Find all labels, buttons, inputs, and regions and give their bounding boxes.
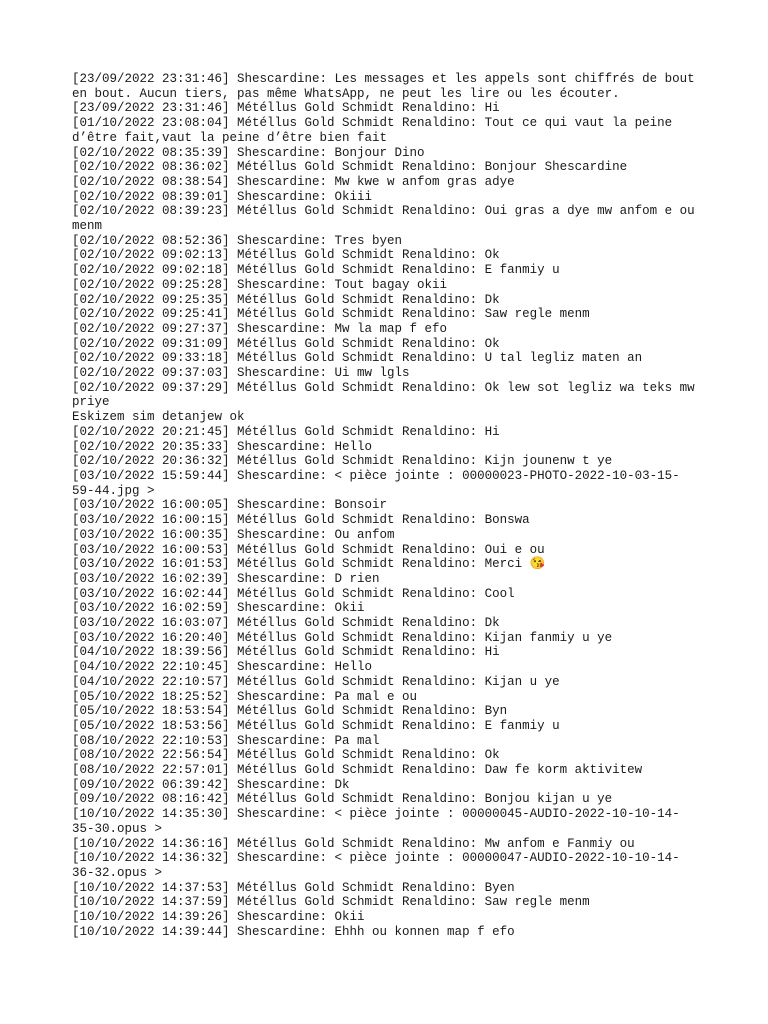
transcript-line: [04/10/2022 18:39:56] Météllus Gold Schmidt Renaldino: Hi [72,645,500,660]
transcript-line: menm [72,219,103,234]
transcript-line: [09/10/2022 06:39:42] Shescardine: Dk [72,777,350,792]
transcript-line: [10/10/2022 14:37:53] Météllus Gold Schmidt Renaldino: Byen [72,880,515,895]
transcript-line: [03/10/2022 16:00:35] Shescardine: Ou anfom [72,527,395,542]
transcript-line: Eskizem sim detanjew ok [72,410,245,425]
transcript-line: [03/10/2022 15:59:44] Shescardine: < pièce jointe : 00000023-PHOTO-2022-10-03-15- [72,468,680,483]
transcript-line: [09/10/2022 08:16:42] Météllus Gold Schmidt Renaldino: Bonjou kijan u ye [72,792,613,807]
transcript-line: [03/10/2022 16:00:15] Météllus Gold Schmidt Renaldino: Bonswa [72,513,530,528]
transcript-line: [10/10/2022 14:35:30] Shescardine: < pièce jointe : 00000045-AUDIO-2022-10-10-14- [72,807,680,822]
transcript-line: [05/10/2022 18:25:52] Shescardine: Pa mal e ou [72,689,418,704]
transcript-line: [02/10/2022 08:39:01] Shescardine: Okiii [72,189,373,204]
transcript-line: [02/10/2022 08:52:36] Shescardine: Tres byen [72,233,403,248]
transcript-line: [10/10/2022 14:36:16] Météllus Gold Schmidt Renaldino: Mw anfom e Fanmiy ou [72,836,635,851]
transcript-line: [02/10/2022 09:02:18] Météllus Gold Schmidt Renaldino: E fanmiy u [72,263,560,278]
transcript-line: [08/10/2022 22:57:01] Météllus Gold Schmidt Renaldino: Daw fe korm aktivitew [72,763,643,778]
transcript-line: [02/10/2022 09:33:18] Météllus Gold Schmidt Renaldino: U tal legliz maten an [72,351,643,366]
transcript-line: [03/10/2022 16:01:53] Météllus Gold Schmidt Renaldino: Merci 😘 [72,557,546,572]
transcript-line: [10/10/2022 14:37:59] Météllus Gold Schmidt Renaldino: Saw regle menm [72,895,590,910]
transcript-line: [03/10/2022 16:03:07] Météllus Gold Schmidt Renaldino: Dk [72,616,500,631]
transcript-line: [08/10/2022 22:56:54] Météllus Gold Schmidt Renaldino: Ok [72,748,500,763]
transcript-line: [04/10/2022 22:10:45] Shescardine: Hello [72,660,373,675]
transcript-line: [03/10/2022 16:20:40] Météllus Gold Schmidt Renaldino: Kijan fanmiy u ye [72,630,613,645]
transcript-line: [02/10/2022 09:27:37] Shescardine: Mw la map f efo [72,321,448,336]
transcript-line: [03/10/2022 16:02:39] Shescardine: D rien [72,571,380,586]
transcript-line: priye [72,395,110,410]
transcript-line: [23/09/2022 23:31:46] Météllus Gold Schmidt Renaldino: Hi [72,101,500,116]
transcript-line: [23/09/2022 23:31:46] Shescardine: Les messages et les appels sont chiffrés de bout [72,72,695,86]
transcript-line: [01/10/2022 23:08:04] Météllus Gold Schmidt Renaldino: Tout ce qui vaut la peine [72,116,673,131]
transcript-line: [02/10/2022 08:39:23] Météllus Gold Schmidt Renaldino: Oui gras a dye mw anfom e ou [72,204,695,219]
transcript-line: [02/10/2022 09:25:28] Shescardine: Tout bagay okii [72,277,448,292]
transcript-line: [10/10/2022 14:39:26] Shescardine: Okii [72,910,365,925]
transcript-line: 59-44.jpg > [72,483,155,498]
chat-transcript [72,72,702,939]
transcript-line: [10/10/2022 14:36:32] Shescardine: < pièce jointe : 00000047-AUDIO-2022-10-10-14- [72,851,680,866]
transcript-line: [10/10/2022 14:39:44] Shescardine: Ehhh ou konnen map f efo [72,924,515,939]
transcript-line: [03/10/2022 16:00:05] Shescardine: Bonsoir [72,498,388,513]
transcript-line: [02/10/2022 09:37:03] Shescardine: Ui mw lgls [72,366,410,381]
transcript-line: [02/10/2022 09:02:13] Météllus Gold Schmidt Renaldino: Ok [72,248,500,263]
transcript-line: [02/10/2022 09:37:29] Météllus Gold Schmidt Renaldino: Ok lew sot legliz wa teks mw [72,380,695,395]
transcript-line: [03/10/2022 16:00:53] Météllus Gold Schmidt Renaldino: Oui e ou [72,542,545,557]
transcript-line: [02/10/2022 09:31:09] Météllus Gold Schmidt Renaldino: Ok [72,336,500,351]
transcript-line: [05/10/2022 18:53:54] Météllus Gold Schmidt Renaldino: Byn [72,704,508,719]
transcript-line: [02/10/2022 20:35:33] Shescardine: Hello [72,439,373,454]
transcript-line: [02/10/2022 08:38:54] Shescardine: Mw kwe w anfom gras adye [72,174,515,189]
transcript-line: [02/10/2022 09:25:35] Météllus Gold Schmidt Renaldino: Dk [72,292,500,307]
transcript-line: [02/10/2022 08:35:39] Shescardine: Bonjour Dino [72,145,425,160]
transcript-line: [03/10/2022 16:02:44] Météllus Gold Schmidt Renaldino: Cool [72,586,515,601]
transcript-line: [02/10/2022 20:36:32] Météllus Gold Schmidt Renaldino: Kijn jounenw t ye [72,454,613,469]
transcript-line: 35-30.opus > [72,821,163,836]
transcript-line: en bout. Aucun tiers, pas même WhatsApp, ne peut les lire ou les écouter. [72,86,620,101]
transcript-line: 36-32.opus > [72,865,163,880]
transcript-line: [05/10/2022 18:53:56] Météllus Gold Schmidt Renaldino: E fanmiy u [72,718,560,733]
transcript-line: [04/10/2022 22:10:57] Météllus Gold Schmidt Renaldino: Kijan u ye [72,674,560,689]
transcript-line: [03/10/2022 16:02:59] Shescardine: Okii [72,601,365,616]
transcript-line: [02/10/2022 20:21:45] Météllus Gold Schmidt Renaldino: Hi [72,424,500,439]
transcript-line: d’être fait,vaut la peine d’être bien fait [72,130,388,145]
transcript-line: [02/10/2022 08:36:02] Météllus Gold Schmidt Renaldino: Bonjour Shescardine [72,160,628,175]
transcript-line: [02/10/2022 09:25:41] Météllus Gold Schmidt Renaldino: Saw regle menm [72,307,590,322]
transcript-line: [08/10/2022 22:10:53] Shescardine: Pa mal [72,733,380,748]
